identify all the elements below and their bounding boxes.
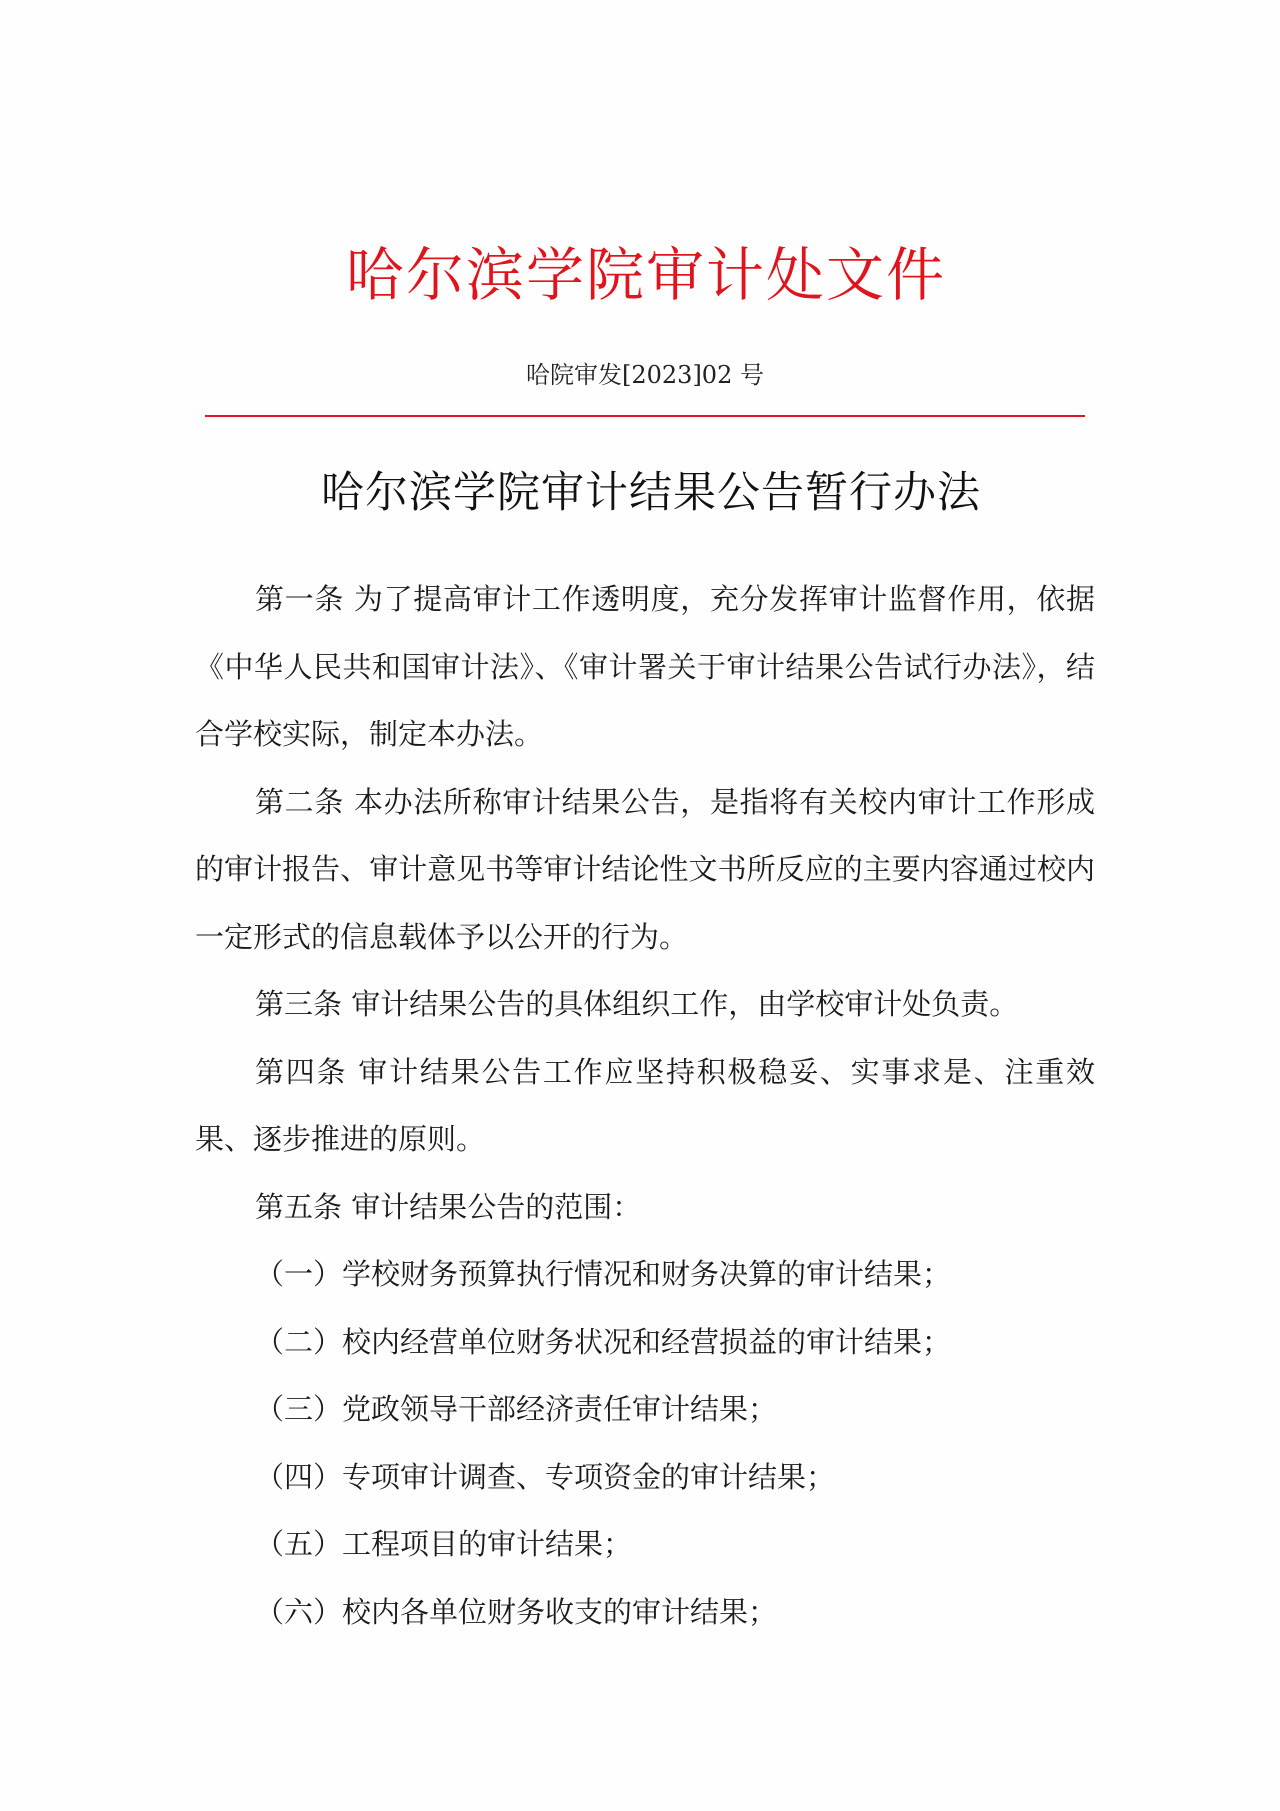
article-2: 第二条 本办法所称审计结果公告，是指将有关校内审计工作形成的审计报告、审计意见书等审计结论性文书所反应的主要内容通过校内一定形式的信息载体予以公开的行为。	[195, 784, 1095, 954]
document-body	[195, 566, 1095, 1646]
scope-item-2: （二）校内经营单位财务状况和经营损益的审计结果；	[255, 1324, 952, 1359]
scope-item-4: （四）专项审计调查、专项资金的审计结果；	[255, 1459, 836, 1494]
article-5: 第五条 审计结果公告的范围：	[255, 1189, 642, 1224]
red-divider-line	[205, 415, 1085, 417]
article-1: 第一条 为了提高审计工作透明度，充分发挥审计监督作用，依据《中华人民共和国审计法》、《审计署关于审计结果公告试行办法》，结合学校实际，制定本办法。	[195, 582, 1095, 751]
document-number: 哈院审发[2023]02 号	[526, 361, 764, 389]
article-4: 第四条 审计结果公告工作应坚持积极稳妥、实事求是、注重效果、逐步推进的原则。	[195, 1054, 1095, 1156]
scope-item-6: （六）校内各单位财务收支的审计结果；	[255, 1594, 778, 1629]
org-document-header: 哈尔滨学院审计处文件	[345, 241, 946, 309]
scope-item-1: （一）学校财务预算执行情况和财务决算的审计结果；	[255, 1257, 952, 1291]
article-3: 第三条 审计结果公告的具体组织工作，由学校审计处负责。	[255, 987, 1019, 1021]
document-title: 哈尔滨学院审计结果公告暂行办法	[321, 468, 981, 518]
scope-item-5: （五）工程项目的审计结果；	[255, 1527, 633, 1561]
scope-item-3: （三）党政领导干部经济责任审计结果；	[255, 1392, 778, 1426]
